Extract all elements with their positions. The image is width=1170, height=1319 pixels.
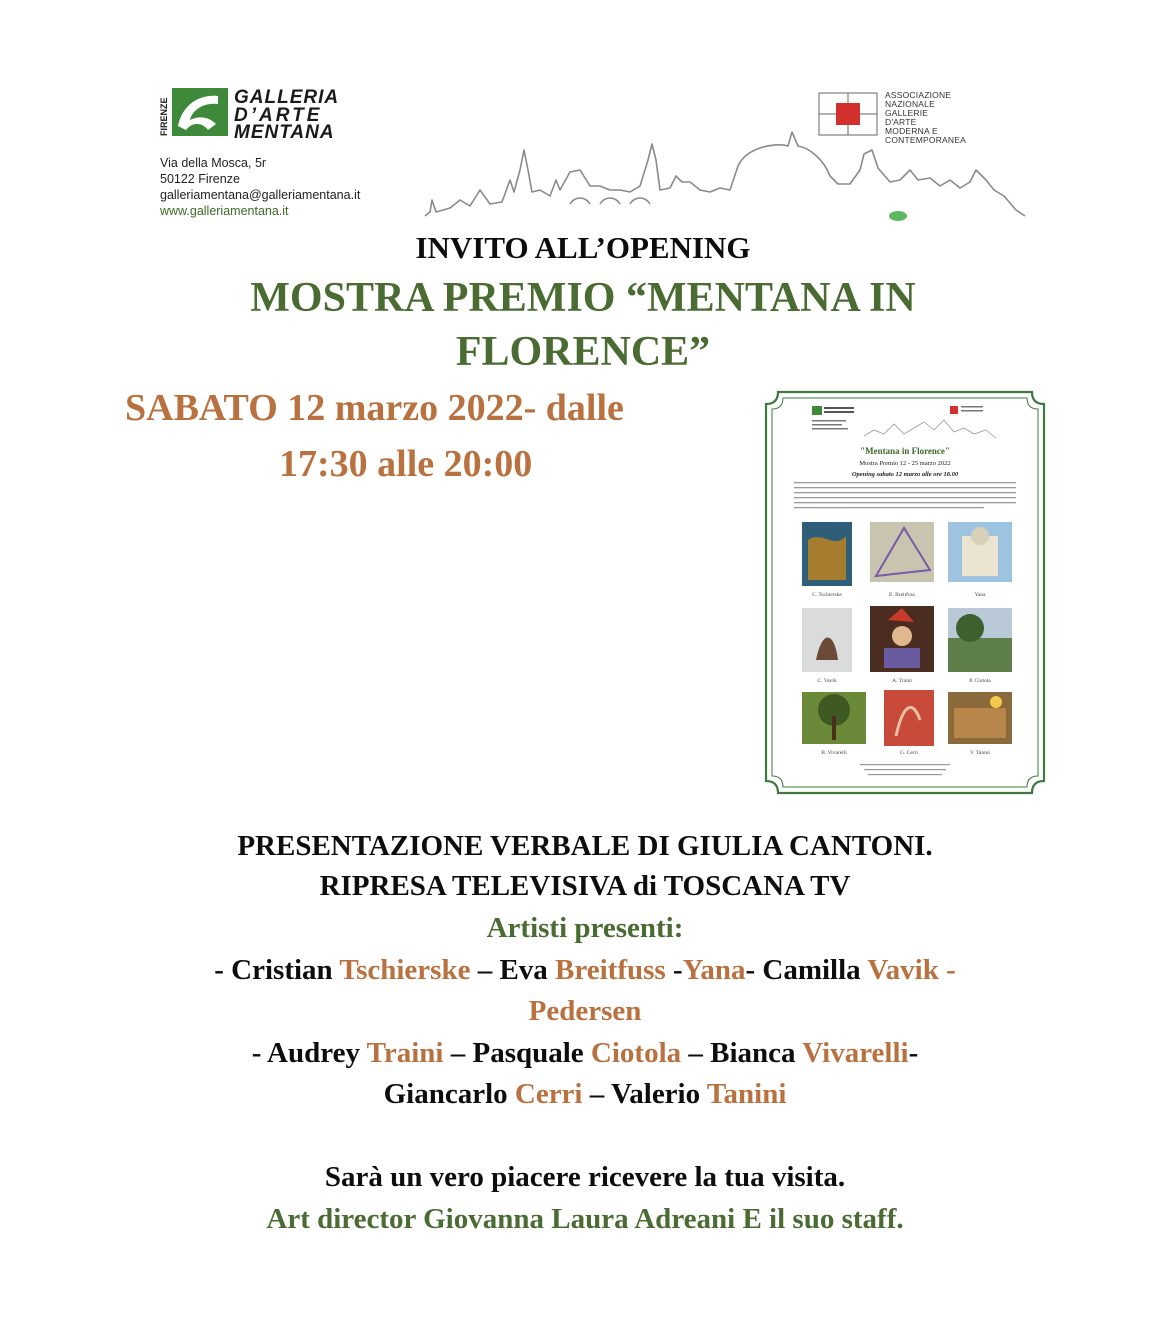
artist-first-name: - Camilla: [745, 954, 868, 986]
artist-first-name: - Audrey: [251, 1037, 367, 1069]
address-city: 50122 Firenze: [160, 172, 240, 186]
invite-title: INVITO ALL’OPENING: [415, 230, 751, 265]
presentation-line: PRESENTAZIONE VERBALE DI GIULIA CANTONI.: [237, 830, 933, 862]
artist-surname: Pedersen: [528, 995, 642, 1027]
exhibition-title-line2: FLORENCE”: [455, 329, 711, 375]
signature-line: Art director Giovanna Laura Adreani E il suo staff.: [266, 1203, 904, 1235]
association-line: MODERNA E: [885, 126, 938, 136]
poster-caption: Yana: [974, 592, 986, 598]
association-line: NAZIONALE: [885, 99, 935, 109]
artists-row: [0, 950, 1170, 990]
address-street: Via della Mosca, 5r: [160, 156, 267, 170]
poster-caption: V. Tanini: [970, 750, 990, 756]
gallery-name-line1: GALLERIA: [234, 87, 340, 108]
artist-surname: Ciotola: [590, 1037, 682, 1069]
artist-first-name: – Eva: [470, 954, 556, 986]
exhibition-poster-thumbnail: [764, 390, 1046, 795]
exhibition-title-line1: MOSTRA PREMIO “MENTANA IN: [250, 275, 916, 321]
artists-row: [0, 1033, 1170, 1073]
address-email[interactable]: galleriamentana@galleriamentana.it: [160, 188, 361, 202]
artist-surname: Vavik -: [867, 954, 956, 986]
artist-first-name: – Valerio: [582, 1078, 707, 1110]
association-line: ASSOCIAZIONE: [885, 90, 952, 100]
artist-surname: Yana: [682, 954, 746, 986]
gallery-logo-icon: [158, 86, 230, 138]
poster-subtitle: Mostra Premio 12 - 25 marzo 2022: [859, 460, 951, 467]
artist-separator: -: [908, 1037, 919, 1069]
event-date-line2: 17:30 alle 20:00: [279, 443, 533, 485]
artists-row: [0, 1074, 1170, 1114]
artists-label: Artisti presenti:: [486, 912, 684, 944]
association-line: D'ARTE: [885, 117, 917, 127]
gallery-name-line2: D’ARTE: [234, 105, 323, 126]
artist-separator: -: [665, 954, 683, 986]
poster-caption: E. Breitfuss: [889, 592, 915, 598]
association-logo-icon: [818, 92, 878, 136]
event-date-line1: SABATO 12 marzo 2022- dalle: [125, 387, 624, 429]
artist-surname: Tanini: [706, 1078, 787, 1110]
artist-surname: Tschierske: [339, 954, 471, 986]
artists-row: [0, 991, 1170, 1031]
poster-caption: C. Tschierske: [812, 592, 842, 598]
closing-message: Sarà un vero piacere ricevere la tua visita.: [324, 1161, 846, 1193]
poster-title: "Mentana in Florence": [860, 446, 950, 456]
association-line: CONTEMPORANEA: [885, 135, 966, 145]
artist-first-name: – Pasquale: [443, 1037, 591, 1069]
artist-surname: Cerri: [514, 1078, 583, 1110]
logo-side-text: FIRENZE: [159, 97, 169, 136]
poster-opening: Opening sabato 12 marzo alle ore 18.00: [851, 471, 959, 478]
artist-surname: Breitfuss: [555, 954, 666, 986]
poster-caption: B. Vivarelli: [821, 750, 847, 756]
gallery-name-line3: MENTANA: [234, 122, 335, 143]
poster-caption: C. Vavik: [817, 678, 837, 684]
artist-first-name: Giancarlo: [383, 1078, 515, 1110]
tv-coverage-line: RIPRESA TELEVISIVA di TOSCANA TV: [319, 870, 851, 902]
association-line: GALLERIE: [885, 108, 929, 118]
artist-first-name: – Bianca: [681, 1037, 803, 1069]
poster-caption: P. Ciotola: [969, 678, 991, 684]
artist-surname: Vivarelli: [802, 1037, 909, 1069]
address-website[interactable]: www.galleriamentana.it: [160, 204, 289, 218]
artist-surname: Traini: [366, 1037, 444, 1069]
poster-caption: G. Cerri: [899, 750, 919, 756]
artist-first-name: - Cristian: [214, 954, 340, 986]
poster-caption: A. Traini: [892, 678, 912, 684]
